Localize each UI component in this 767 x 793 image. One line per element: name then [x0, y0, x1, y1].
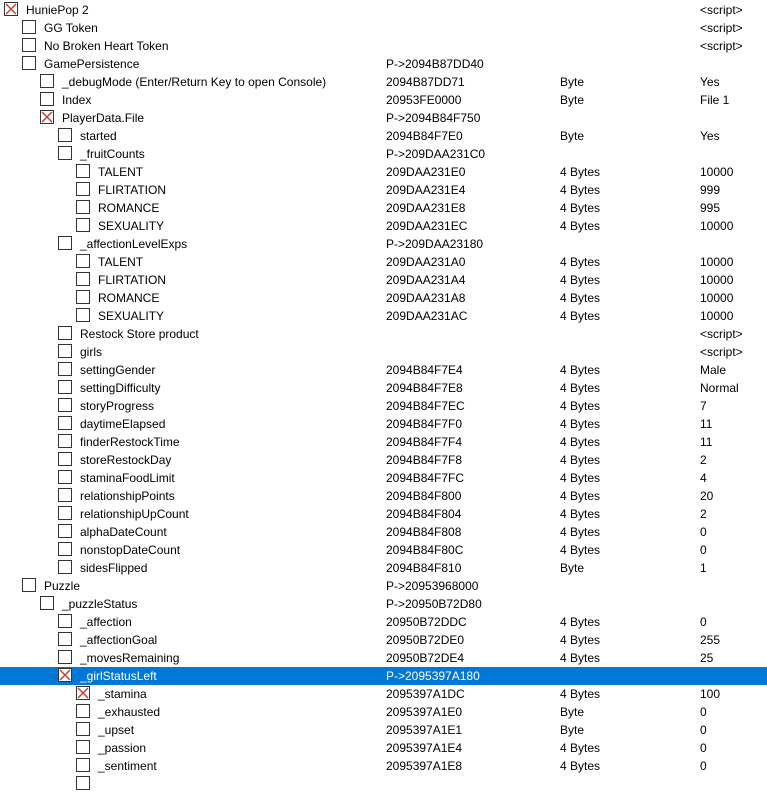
table-row[interactable] — [0, 739, 767, 757]
description-cell: girls — [80, 345, 103, 359]
type-cell: 4 Bytes — [560, 507, 601, 521]
value-cell: 2 — [700, 507, 707, 521]
type-cell: Byte — [560, 705, 585, 719]
type-cell: 4 Bytes — [560, 381, 601, 395]
address-cell: 2094B84F808 — [386, 525, 462, 539]
active-checkbox[interactable] — [76, 722, 90, 736]
table-row[interactable] — [0, 73, 767, 91]
description-cell: FLIRTATION — [98, 183, 167, 197]
active-checkbox[interactable] — [76, 182, 90, 196]
description-cell: _stamina — [98, 687, 147, 701]
table-row[interactable] — [0, 685, 767, 703]
type-cell: 4 Bytes — [560, 219, 601, 233]
table-row[interactable] — [0, 433, 767, 451]
table-row[interactable] — [0, 271, 767, 289]
table-row[interactable] — [0, 649, 767, 667]
active-checkbox[interactable] — [58, 650, 72, 664]
table-row[interactable] — [0, 91, 767, 109]
description-cell: _affectionLevelExps — [80, 237, 188, 251]
value-cell: 0 — [700, 525, 707, 539]
type-cell: 4 Bytes — [560, 543, 601, 557]
active-checkbox[interactable] — [58, 146, 72, 160]
active-checkbox[interactable] — [76, 758, 90, 772]
description-cell: TALENT — [98, 165, 144, 179]
value-cell: Yes — [700, 75, 720, 89]
address-cell: 2095397A1E1 — [386, 723, 463, 737]
active-checkbox[interactable] — [76, 164, 90, 178]
active-checkbox[interactable] — [58, 452, 72, 466]
address-cell: 2095397A1DC — [386, 687, 465, 701]
value-cell: 10000 — [700, 255, 734, 269]
table-row[interactable] — [0, 505, 767, 523]
active-checkbox[interactable] — [58, 326, 72, 340]
active-checkbox[interactable] — [40, 74, 54, 88]
check-x-icon — [5, 3, 17, 15]
value-cell: 25 — [700, 651, 714, 665]
type-cell: Byte — [560, 129, 585, 143]
active-checkbox[interactable] — [58, 542, 72, 556]
table-row[interactable] — [0, 343, 767, 361]
table-row[interactable] — [0, 451, 767, 469]
table-row[interactable] — [0, 163, 767, 181]
value-cell: 0 — [700, 615, 707, 629]
value-cell: 4 — [700, 471, 707, 485]
type-cell: 4 Bytes — [560, 633, 601, 647]
type-cell: 4 Bytes — [560, 687, 601, 701]
description-cell: settingGender — [80, 363, 156, 377]
address-cell: P->20953968000 — [386, 579, 479, 593]
description-cell: TALENT — [98, 255, 144, 269]
table-row[interactable] — [0, 199, 767, 217]
type-cell: 4 Bytes — [560, 399, 601, 413]
check-x-icon — [77, 687, 89, 699]
description-cell: _debugMode (Enter/Return Key to open Console) — [62, 75, 327, 89]
active-checkbox[interactable] — [76, 254, 90, 268]
table-row[interactable] — [0, 487, 767, 505]
active-checkbox[interactable] — [76, 290, 90, 304]
description-cell: FLIRTATION — [98, 273, 167, 287]
description-cell: storeRestockDay — [80, 453, 172, 467]
table-row[interactable] — [0, 703, 767, 721]
description-cell: _sentiment — [98, 759, 157, 773]
description-cell: sidesFlipped — [80, 561, 148, 575]
table-row[interactable] — [0, 253, 767, 271]
address-cell: 2094B84F7F0 — [386, 417, 463, 431]
address-cell: 209DAA231E0 — [386, 165, 466, 179]
value-cell: 10000 — [700, 291, 734, 305]
description-cell: relationshipUpCount — [80, 507, 189, 521]
description-cell: Puzzle — [44, 579, 81, 593]
table-row[interactable] — [0, 523, 767, 541]
active-checkbox[interactable] — [58, 470, 72, 484]
address-cell: 2094B84F7F8 — [386, 453, 463, 467]
table-row[interactable] — [0, 595, 767, 613]
description-cell: started — [80, 129, 117, 143]
value-cell: 100 — [700, 687, 721, 701]
active-checkbox[interactable] — [40, 596, 54, 610]
description-cell: _affection — [80, 615, 132, 629]
value-cell: 999 — [700, 183, 721, 197]
type-cell: 4 Bytes — [560, 651, 601, 665]
value-cell: 255 — [700, 633, 721, 647]
value-cell: 10000 — [700, 219, 734, 233]
table-row[interactable] — [0, 19, 767, 37]
description-cell: _passion — [98, 741, 147, 755]
table-row[interactable] — [0, 721, 767, 739]
active-checkbox[interactable] — [58, 668, 72, 682]
value-cell: <script> — [700, 3, 743, 17]
value-cell: 2 — [700, 453, 707, 467]
description-cell: Index — [62, 93, 92, 107]
value-cell: 10000 — [700, 309, 734, 323]
address-cell: P->2095397A180 — [386, 669, 480, 683]
address-cell: 209DAA231EC — [386, 219, 468, 233]
address-cell: 2094B84F7E4 — [386, 363, 463, 377]
value-cell: 20 — [700, 489, 714, 503]
value-cell: 10000 — [700, 165, 734, 179]
type-cell: 4 Bytes — [560, 525, 601, 539]
description-cell: _puzzleStatus — [62, 597, 138, 611]
active-checkbox[interactable] — [76, 200, 90, 214]
active-checkbox[interactable] — [58, 524, 72, 538]
active-checkbox[interactable] — [76, 272, 90, 286]
description-cell: SEXUALITY — [98, 219, 165, 233]
address-cell: 209DAA231E4 — [386, 183, 466, 197]
table-row[interactable] — [0, 415, 767, 433]
description-cell: storyProgress — [80, 399, 155, 413]
address-cell: 2094B84F810 — [386, 561, 462, 575]
value-cell: Yes — [700, 129, 720, 143]
table-row[interactable] — [0, 757, 767, 775]
value-cell: 0 — [700, 723, 707, 737]
active-checkbox[interactable] — [58, 236, 72, 250]
table-row[interactable] — [0, 361, 767, 379]
active-checkbox[interactable] — [58, 344, 72, 358]
address-cell: P->209DAA23180 — [386, 237, 484, 251]
address-cell: 2094B84F804 — [386, 507, 462, 521]
type-cell: 4 Bytes — [560, 741, 601, 755]
value-cell: 0 — [700, 705, 707, 719]
table-row[interactable] — [0, 1, 767, 19]
address-cell: 2094B84F7FC — [386, 471, 465, 485]
type-cell: 4 Bytes — [560, 255, 601, 269]
address-cell: P->2094B87DD40 — [386, 57, 484, 71]
active-checkbox[interactable] — [58, 398, 72, 412]
description-cell: _exhausted — [98, 705, 161, 719]
value-cell: 1 — [700, 561, 707, 575]
description-cell: finderRestockTime — [80, 435, 180, 449]
address-cell: 20950B72DDC — [386, 615, 467, 629]
description-cell: alphaDateCount — [80, 525, 167, 539]
address-cell: 20950B72DE0 — [386, 633, 465, 647]
address-cell: 20953FE0000 — [386, 93, 462, 107]
type-cell: 4 Bytes — [560, 453, 601, 467]
table-row[interactable] — [0, 109, 767, 127]
value-cell: 11 — [700, 417, 713, 431]
active-checkbox[interactable] — [58, 434, 72, 448]
value-cell: Normal — [700, 381, 739, 395]
description-cell: staminaFoodLimit — [80, 471, 175, 485]
description-cell: GamePersistence — [44, 57, 140, 71]
description-cell: _upset — [98, 723, 135, 737]
table-row[interactable] — [0, 55, 767, 73]
value-cell: 0 — [700, 741, 707, 755]
address-cell: 2095397A1E4 — [386, 741, 463, 755]
table-row[interactable] — [0, 127, 767, 145]
active-checkbox[interactable] — [58, 506, 72, 520]
active-checkbox[interactable] — [58, 362, 72, 376]
table-row[interactable] — [0, 577, 767, 595]
description-cell: PlayerData.File — [62, 111, 145, 125]
table-row[interactable] — [0, 379, 767, 397]
address-cell: 2094B84F800 — [386, 489, 462, 503]
type-cell: Byte — [560, 561, 585, 575]
active-checkbox[interactable] — [4, 2, 18, 16]
table-row[interactable] — [0, 217, 767, 235]
address-cell: 209DAA231A4 — [386, 273, 466, 287]
address-cell: 2094B84F80C — [386, 543, 464, 557]
type-cell: 4 Bytes — [560, 471, 601, 485]
value-cell: 0 — [700, 759, 707, 773]
table-row[interactable] — [0, 397, 767, 415]
address-cell: 2095397A1E8 — [386, 759, 463, 773]
address-cell: 2095397A1E0 — [386, 705, 463, 719]
description-cell: nonstopDateCount — [80, 543, 181, 557]
type-cell: 4 Bytes — [560, 291, 601, 305]
type-cell: 4 Bytes — [560, 183, 601, 197]
value-cell: 0 — [700, 543, 707, 557]
table-row[interactable] — [0, 289, 767, 307]
value-cell: <script> — [700, 327, 743, 341]
address-cell: 209DAA231AC — [386, 309, 468, 323]
description-cell: _movesRemaining — [80, 651, 180, 665]
type-cell: 4 Bytes — [560, 615, 601, 629]
type-cell: 4 Bytes — [560, 759, 601, 773]
address-cell: 2094B84F7E0 — [386, 129, 463, 143]
description-cell: SEXUALITY — [98, 309, 165, 323]
description-cell: relationshipPoints — [80, 489, 175, 503]
address-cell: 2094B84F7F4 — [386, 435, 463, 449]
value-cell: <script> — [700, 21, 743, 35]
table-row[interactable] — [0, 37, 767, 55]
active-checkbox[interactable] — [76, 776, 90, 790]
active-checkbox[interactable] — [58, 380, 72, 394]
address-cell: 2094B84F7EC — [386, 399, 465, 413]
table-row[interactable] — [0, 541, 767, 559]
active-checkbox[interactable] — [58, 416, 72, 430]
table-row[interactable] — [0, 631, 767, 649]
table-row[interactable] — [0, 181, 767, 199]
address-cell: 2094B87DD71 — [386, 75, 465, 89]
type-cell: 4 Bytes — [560, 417, 601, 431]
table-row[interactable] — [0, 469, 767, 487]
value-cell: Male — [700, 363, 727, 377]
active-checkbox[interactable] — [58, 560, 72, 574]
table-row[interactable] — [0, 145, 767, 163]
description-cell: _girlStatusLeft — [80, 669, 157, 683]
description-cell: GG Token — [44, 21, 98, 35]
description-cell: Restock Store product — [80, 327, 199, 341]
description-cell: settingDifficulty — [80, 381, 161, 395]
type-cell: 4 Bytes — [560, 165, 601, 179]
value-cell: <script> — [700, 39, 743, 53]
description-cell: No Broken Heart Token — [44, 39, 169, 53]
value-cell: 7 — [700, 399, 707, 413]
address-cell: 2094B84F7E8 — [386, 381, 463, 395]
description-cell: _fruitCounts — [80, 147, 145, 161]
active-checkbox[interactable] — [22, 38, 36, 52]
active-checkbox[interactable] — [58, 128, 72, 142]
value-cell: File 1 — [700, 93, 730, 107]
table-row[interactable] — [0, 559, 767, 577]
type-cell: Byte — [560, 723, 585, 737]
type-cell: 4 Bytes — [560, 273, 601, 287]
address-cell: P->209DAA231C0 — [386, 147, 486, 161]
address-cell: 209DAA231A8 — [386, 291, 466, 305]
type-cell: 4 Bytes — [560, 489, 601, 503]
check-x-icon — [59, 669, 71, 681]
active-checkbox[interactable] — [22, 56, 36, 70]
address-cell: P->20950B72D80 — [386, 597, 482, 611]
active-checkbox[interactable] — [76, 704, 90, 718]
address-cell: 20950B72DE4 — [386, 651, 465, 665]
description-cell: HuniePop 2 — [26, 3, 89, 17]
address-cell: 209DAA231E8 — [386, 201, 466, 215]
value-cell: 995 — [700, 201, 721, 215]
table-row[interactable] — [0, 307, 767, 325]
table-row[interactable] — [0, 667, 767, 685]
type-cell: 4 Bytes — [560, 309, 601, 323]
check-x-icon — [41, 111, 53, 123]
active-checkbox[interactable] — [76, 686, 90, 700]
active-checkbox[interactable] — [58, 488, 72, 502]
active-checkbox[interactable] — [76, 308, 90, 322]
value-cell: 11 — [700, 435, 713, 449]
description-cell: ROMANCE — [98, 291, 160, 305]
type-cell: Byte — [560, 75, 585, 89]
active-checkbox[interactable] — [76, 218, 90, 232]
active-checkbox[interactable] — [40, 92, 54, 106]
address-cell: 209DAA231A0 — [386, 255, 466, 269]
address-cell: P->2094B84F750 — [386, 111, 481, 125]
type-cell: 4 Bytes — [560, 201, 601, 215]
active-checkbox[interactable] — [58, 614, 72, 628]
active-checkbox[interactable] — [22, 20, 36, 34]
type-cell: Byte — [560, 93, 585, 107]
type-cell: 4 Bytes — [560, 363, 601, 377]
active-checkbox[interactable] — [40, 110, 54, 124]
table-row[interactable] — [0, 613, 767, 631]
description-cell: ROMANCE — [98, 201, 160, 215]
value-cell: <script> — [700, 345, 743, 359]
table-row[interactable] — [0, 775, 767, 793]
table-row[interactable] — [0, 325, 767, 343]
value-cell: 10000 — [700, 273, 734, 287]
active-checkbox[interactable] — [58, 632, 72, 646]
table-row[interactable] — [0, 235, 767, 253]
description-cell: daytimeElapsed — [80, 417, 166, 431]
active-checkbox[interactable] — [76, 740, 90, 754]
type-cell: 4 Bytes — [560, 435, 601, 449]
active-checkbox[interactable] — [22, 578, 36, 592]
description-cell: _affectionGoal — [80, 633, 158, 647]
